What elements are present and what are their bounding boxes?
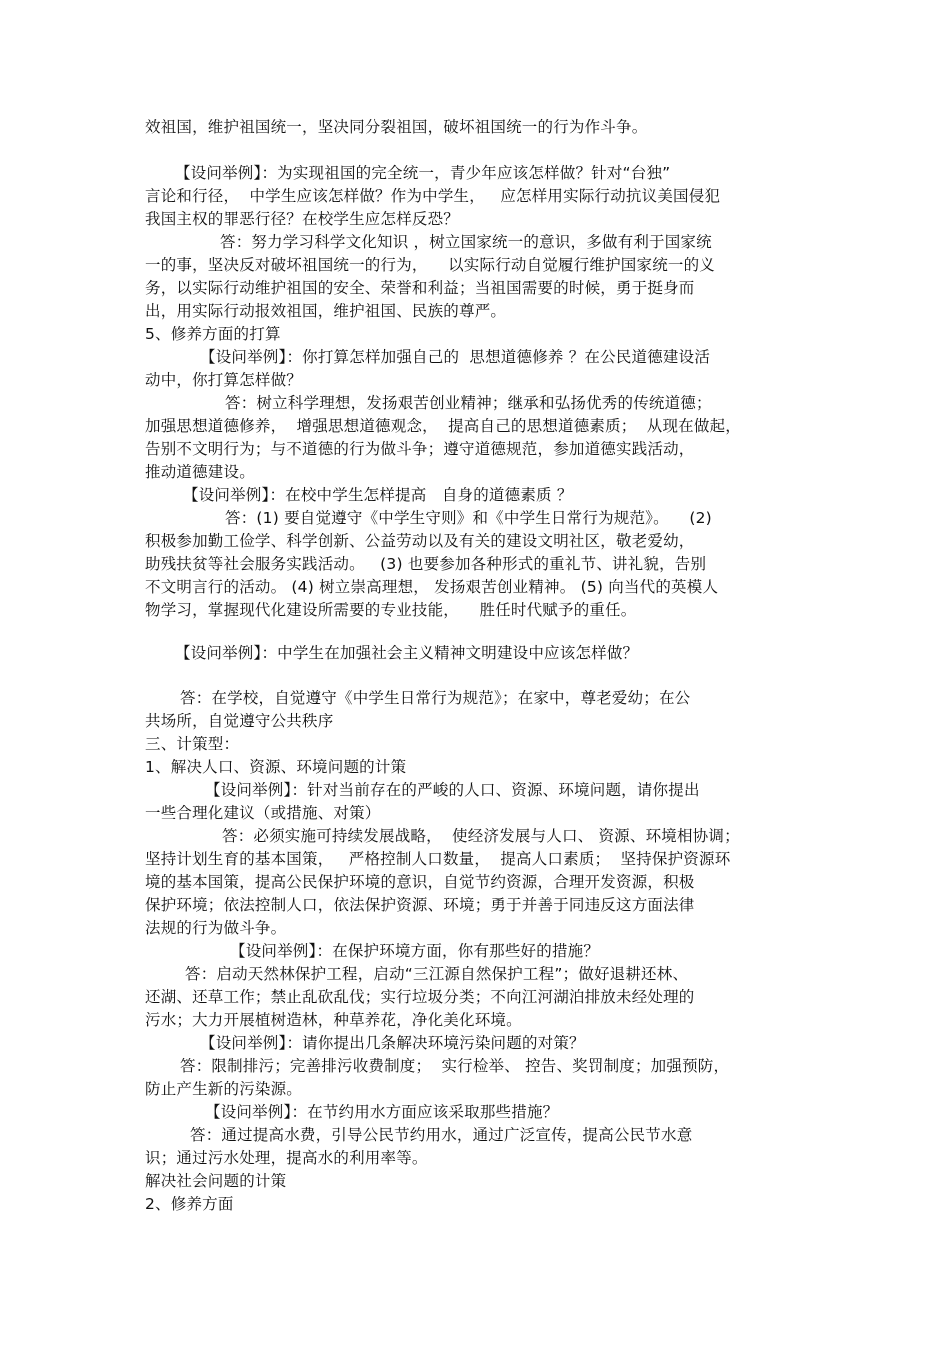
text-line: 一些合理化建议（或措施、对策）	[145, 804, 381, 822]
section-heading: 解决社会问题的计策	[145, 1172, 287, 1190]
answer-line: 答：树立科学理想，发扬艰苦创业精神；继承和弘扬优秀的传统道德；	[225, 394, 712, 412]
section-heading: 5、修养方面的打算	[145, 325, 281, 343]
text-line: 境的基本国策，提高公民保护环境的意识，自觉节约资源，合理开发资源，积极	[145, 873, 695, 891]
text-line: 共场所，自觉遵守公共秩序	[145, 712, 334, 730]
text-line: 物学习，掌握现代化建设所需要的专业技能， 胜任时代赋予的重任。	[145, 601, 637, 619]
text-line: 言论和行径， 中学生应该怎样做？作为中学生， 应怎样用实际行动抗议美国侵犯	[145, 187, 721, 205]
section-heading: 三、计策型：	[145, 735, 240, 753]
answer-line: 答：启动天然林保护工程，启动“三江源自然保护工程”；做好退耕还林、	[185, 965, 689, 983]
text-line: 动中，你打算怎样做？	[145, 371, 303, 389]
text-line: 我国主权的罪恶行径？在校学生应怎样反恐？	[145, 210, 460, 228]
text-line: 积极参加勤工俭学、科学创新、公益劳动以及有关的建设文明社区，敬老爱幼，	[145, 532, 695, 550]
question-line: 【设问举例】：针对当前存在的严峻的人口、资源、环境问题，请你提出	[205, 781, 700, 799]
text-line: 法规的行为做斗争。	[145, 919, 287, 937]
text-line: 助残扶贫等社会服务实践活动。 (3) 也要参加各种形式的重礼节、讲礼貌，告别	[145, 555, 707, 573]
question-line: 【设问举例】：在校中学生怎样提高 自身的道德素质 ？	[183, 486, 573, 504]
answer-line: 答：(1) 要自觉遵守《中学生守则》和《中学生日常行为规范》。 (2)	[225, 509, 712, 527]
text-line: 加强思想道德修养， 增强思想道德观念， 提高自己的思想道德素质； 从现在做起，	[145, 417, 741, 435]
text-line: 防止产生新的污染源。	[145, 1080, 303, 1098]
question-line: 【设问举例】：中学生在加强社会主义精神文明建设中应该怎样做？	[175, 644, 639, 662]
answer-line: 答：通过提高水费，引导公民节约用水，通过广泛宣传，提高公民节水意	[190, 1126, 693, 1144]
text-line: 告别不文明行为；与不道德的行为做斗争；遵守道德规范，参加道德实践活动，	[145, 440, 695, 458]
text-line: 还湖、还草工作；禁止乱砍乱伐；实行垃圾分类；不向江河湖泊排放未经处理的	[145, 988, 695, 1006]
answer-line: 答：限制排污；完善排污收费制度； 实行检举、 控告、奖罚制度；加强预防，	[180, 1057, 730, 1075]
question-line: 【设问举例】：请你提出几条解决环境污染问题的对策？	[200, 1034, 585, 1052]
text-line: 保护环境；依法控制人口，依法保护资源、环境；勇于并善于同违反这方面法律	[145, 896, 695, 914]
section-heading: 2、修养方面	[145, 1195, 234, 1213]
section-heading: 1、解决人口、资源、环境问题的计策	[145, 758, 407, 776]
text-line: 坚持计划生育的基本国策， 严格控制人口数量， 提高人口素质； 坚持保护资源环	[145, 850, 731, 868]
answer-line: 答：在学校，自觉遵守《中学生日常行为规范》；在家中，尊老爱幼；在公	[180, 689, 691, 707]
question-line: 【设问举例】：在节约用水方面应该采取那些措施？	[205, 1103, 559, 1121]
text-line: 污水；大力开展植树造林，种草养花，净化美化环境。	[145, 1011, 522, 1029]
text-line: 识；通过污水处理，提高水的利用率等。	[145, 1149, 428, 1167]
answer-line: 答：必须实施可持续发展战略， 使经济发展与人口、 资源、环境相协调；	[222, 827, 740, 845]
question-line: 【设问举例】：在保护环境方面，你有那些好的措施？	[230, 942, 600, 960]
text-line: 不文明言行的活动。 (4) 树立崇高理想， 发扬艰苦创业精神。 (5) 向当代的英模人	[145, 578, 719, 596]
question-line: 【设问举例】：你打算怎样加强自己的 思想道德修养 ？在公民道德建设活	[200, 348, 711, 366]
text-line: 推动道德建设。	[145, 463, 255, 481]
text-line: 出，用实际行动报效祖国，维护祖国、民族的尊严。	[145, 302, 507, 320]
text-line: 一的事，坚决反对破坏祖国统一的行为， 以实际行动自觉履行维护国家统一的义	[145, 256, 716, 274]
answer-line: 答：努力学习科学文化知识 ，树立国家统一的意识，多做有利于国家统	[220, 233, 712, 251]
text-line: 务，以实际行动维护祖国的安全、荣誉和利益；当祖国需要的时候，勇于挺身而	[145, 279, 695, 297]
text-line: 效祖国，维护祖国统一，坚决同分裂祖国，破坏祖国统一的行为作斗争。	[145, 118, 648, 136]
question-line: 【设问举例】：为实现祖国的完全统一，青少年应该怎样做？针对“台独”	[175, 164, 671, 182]
